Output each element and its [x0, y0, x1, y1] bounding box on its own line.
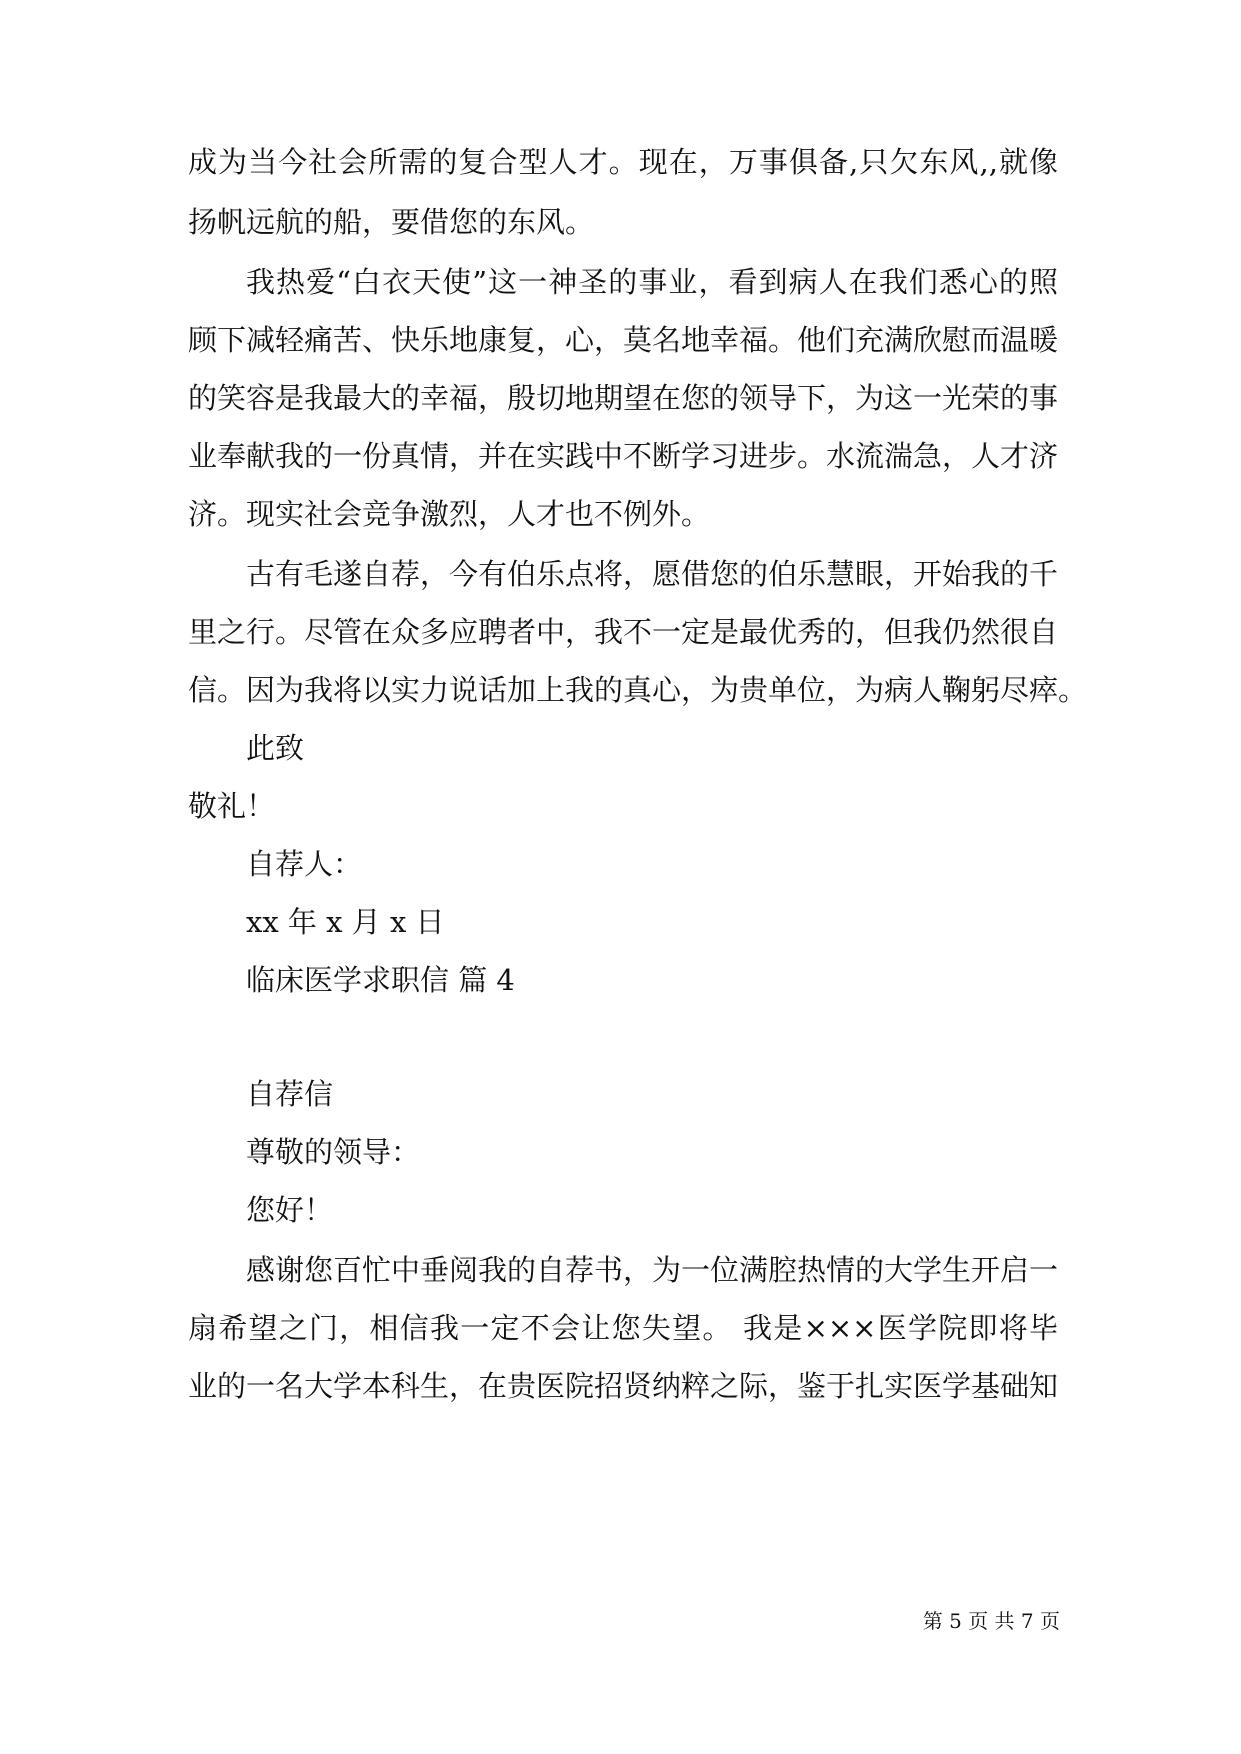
body-line-8: 古有毛遂自荐，今有伯乐点将，愿借您的伯乐慧眼，开始我的千 [246, 557, 1059, 591]
body-line-9: 里之行。尽管在众多应聘者中，我不一定是最优秀的，但我仍然很自 [188, 615, 1059, 649]
page-number-footer: 第 5 页 共 7 页 [922, 1609, 1060, 1633]
body-line-19: 感谢您百忙中垂阅我的自荐书，为一位满腔热情的大学生开启一 [246, 1253, 1059, 1287]
salutation-line: 敬礼！ [188, 789, 276, 823]
letter-hello: 您好！ [246, 1193, 334, 1227]
date-line: xx 年 x 月 x 日 [246, 905, 445, 939]
body-line-20: 扇希望之门，相信我一定不会让您失望。 我是×××医学院即将毕 [188, 1311, 1058, 1345]
letter-title: 自荐信 [246, 1077, 334, 1111]
body-line-4: 顾下减轻痛苦、快乐地康复，心，莫名地幸福。他们充满欣慰而温暖 [188, 323, 1059, 357]
body-line-21: 业的一名大学本科生，在贵医院招贤纳粹之际，鉴于扎实医学基础知 [188, 1369, 1059, 1403]
body-line-5: 的笑容是我最大的幸福，殷切地期望在您的领导下，为这一光荣的事 [188, 381, 1059, 415]
letter-greeting: 尊敬的领导： [246, 1135, 421, 1169]
section-heading: 临床医学求职信 篇 4 [246, 963, 515, 997]
body-line-10: 信。因为我将以实力说话加上我的真心，为贵单位，为病人鞠躬尽瘁。 [188, 673, 1088, 707]
closing-line: 此致 [246, 731, 305, 765]
body-line-7: 济。现实社会竞争激烈，人才也不例外。 [188, 497, 711, 531]
signer-line: 自荐人： [246, 847, 363, 881]
body-line-6: 业奉献我的一份真情，并在实践中不断学习进步。水流湍急，人才济 [188, 439, 1059, 473]
body-line-3: 我热爱“白衣天使”这一神圣的事业，看到病人在我们悉心的照 [246, 265, 1058, 299]
body-line-2: 扬帆远航的船，要借您的东风。 [188, 205, 595, 239]
body-line-1: 成为当今社会所需的复合型人才。现在，万事俱备,只欠东风,,就像 [188, 145, 1058, 179]
